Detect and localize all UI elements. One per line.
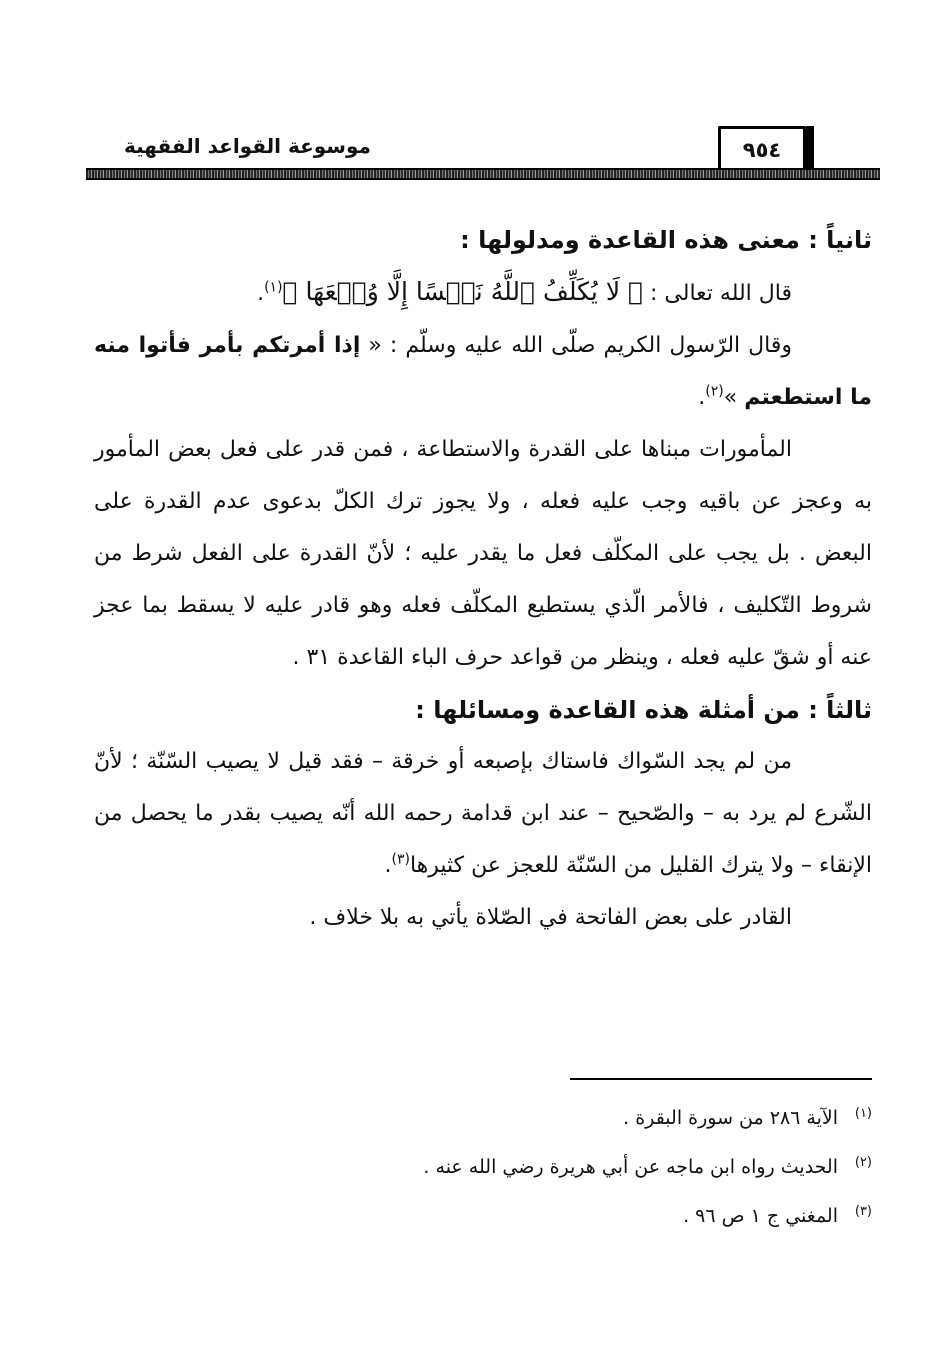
hadith-close: » — [723, 385, 745, 410]
section-heading-examples: ثالثاً : من أمثلة هذه القاعدة ومسائلها : — [415, 696, 872, 724]
book-title: موسوعة القواعد الفقهية — [124, 134, 371, 158]
example-paragraph-1 — [94, 736, 872, 892]
hadith-end: . — [698, 385, 706, 410]
footnote-text: الآية ٢٨٦ من سورة البقرة . — [623, 1107, 838, 1129]
footnotes — [172, 1094, 872, 1241]
hadith-text: إذا أمرتكم بأمر فأتوا منه ما استطعتم — [94, 333, 872, 410]
section-heading-meaning: ثانياً : معنى هذه القاعدة ومدلولها : — [460, 226, 872, 254]
hadith-intro: وقال الرّسول الكريم صلّى الله عليه وسلّم : « — [360, 333, 792, 358]
verse-end: . — [257, 281, 265, 306]
running-header — [86, 118, 880, 196]
header-rule-bottom — [86, 178, 880, 180]
page-number: ٩٥٤ — [718, 126, 806, 171]
footnote-2: (٢)الحديث رواه ابن ماجه عن أبي هريرة رضي الله عنه . — [423, 1154, 872, 1178]
footnote-text: المغني ج ١ ص ٩٦ . — [683, 1205, 838, 1227]
example-paragraph-2: القادر على بعض الفاتحة في الصّلاة يأتي به بلا خلاف . — [309, 905, 792, 930]
footnote-ref-2: (٢) — [705, 383, 724, 400]
verse-intro: قال الله تعالى : — [643, 281, 792, 306]
footnote-separator — [570, 1078, 872, 1080]
explanation-paragraph: المأمورات مبناها على القدرة والاستطاعة ، فمن قدر على فعل بعض المأمور به وعجز عن باقيه وجب عليه فعله ، ولا يجوز ترك الكلّ بدعوى عدم القدرة على البعض . بل يجب على المكلّف فعل ما يقدر عليه ؛ لأنّ القدرة على الفعل شرط من شروط التّكليف ، فالأمر الّذي يستطيع المكلّف فعله وهو قادر عليه لا يسقط بما عجز عنه أو شقّ عليه فعله ، وينظر من قواعد حرف الباء القاعدة ٣١ . — [94, 437, 872, 670]
footnote-text: الحديث رواه ابن ماجه عن أبي هريرة رضي الله عنه . — [423, 1156, 838, 1178]
page-number-box-shadow — [806, 126, 814, 172]
example-1-end: . — [384, 853, 392, 878]
main-content — [94, 214, 872, 944]
hadith-paragraph — [94, 320, 872, 424]
footnote-ref-3: (٣) — [391, 851, 410, 868]
quran-verse: ﴿ لَا يُكَلِّفُ ٱللَّهُ نَفۡسًا إِلَّا وُسۡعَهَا ﴾ — [282, 277, 644, 306]
example-1-text: من لم يجد السّواك فاستاك بإصبعه أو خرقة – فقد قيل لا يصيب السّنّة ؛ لأنّ الشّرع لم يرد به – والصّحيح – عند ابن قدامة رحمه الله أنّه يصيب بقدر ما يحصل من الإنقاء – ولا يترك القليل من السّنّة للعجز عن كثيرها — [94, 749, 872, 878]
footnote-ref-1: (١) — [264, 279, 283, 296]
footnote-1: (١)الآية ٢٨٦ من سورة البقرة . — [623, 1105, 872, 1129]
footnote-3: (٣)المغني ج ١ ص ٩٦ . — [683, 1203, 872, 1227]
quran-verse-paragraph — [94, 266, 872, 320]
